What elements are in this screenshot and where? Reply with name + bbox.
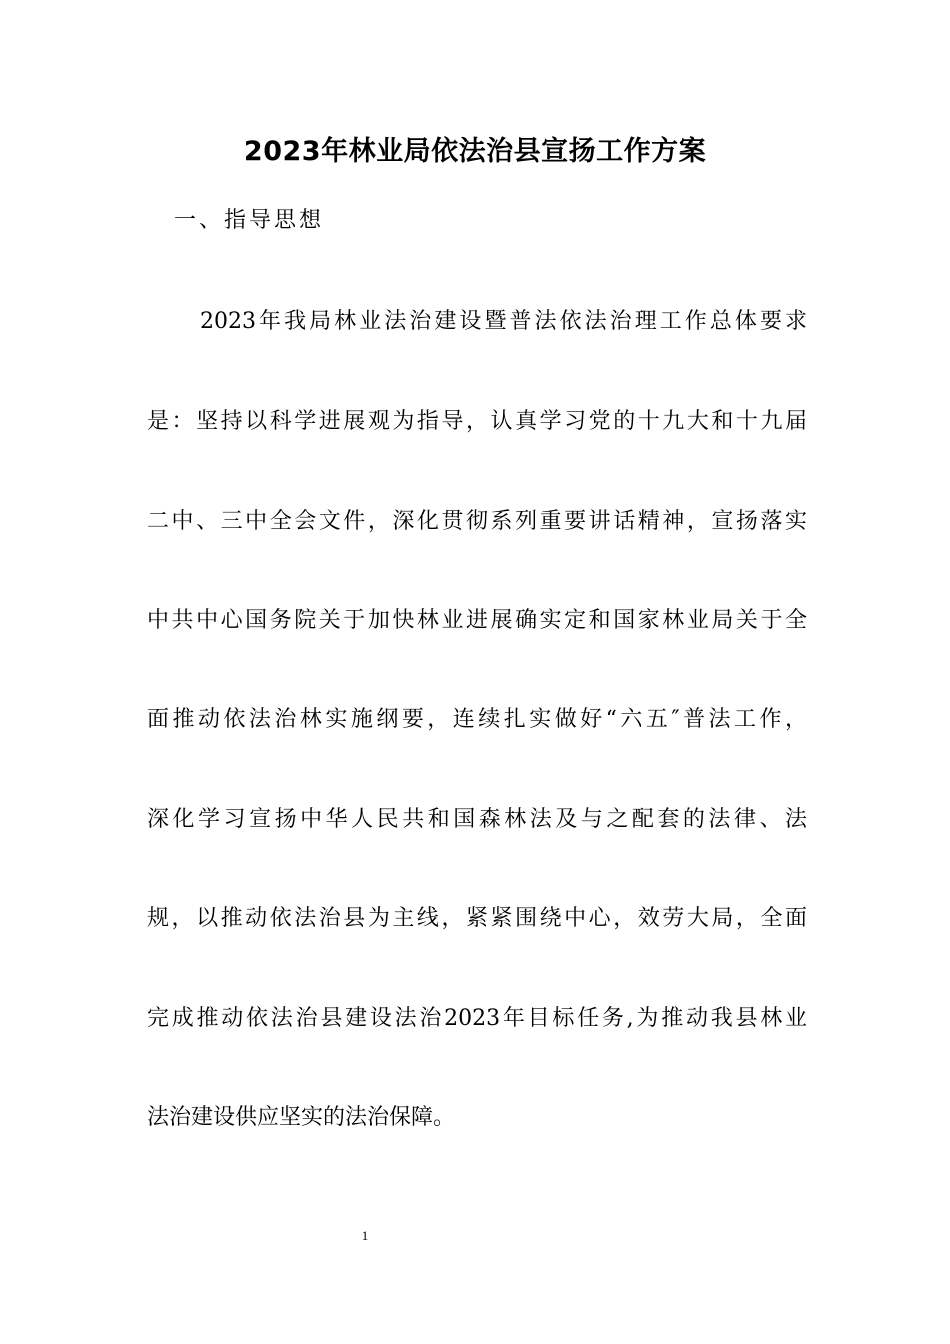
paragraph-line: 深化学习宣扬中华人民共和国森林法及与之配套的法律、法 [147, 807, 807, 832]
paragraph-line: 中共中心国务院关于加快林业进展确实定和国家林业局关于全 [147, 608, 807, 633]
paragraph-line: 是：坚持以科学进展观为指导，认真学习党的十九大和十九届 [147, 409, 807, 434]
paragraph-line: 2023年我局林业法治建设暨普法依法治理工作总体要求 [200, 309, 807, 334]
page-number: 1 [361, 1228, 369, 1243]
section-heading-guiding-ideology: 一、指导思想 [174, 208, 325, 233]
paragraph-line: 完成推动依法治县建设法治2023年目标任务,为推动我县林业 [147, 1006, 807, 1031]
paragraph-line: 二中、三中全会文件，深化贯彻系列重要讲话精神，宣扬落实 [147, 509, 807, 534]
document-title: 2023年林业局依法治县宣扬工作方案 [243, 136, 707, 167]
paragraph-line: 规，以推动依法治县为主线，紧紧围绕中心，效劳大局，全面 [147, 906, 807, 931]
paragraph-line: 法治建设供应坚实的法治保障。 [147, 1105, 456, 1130]
paragraph-line: 面推动依法治林实施纲要，连续扎实做好“六五″普法工作， [147, 707, 807, 732]
